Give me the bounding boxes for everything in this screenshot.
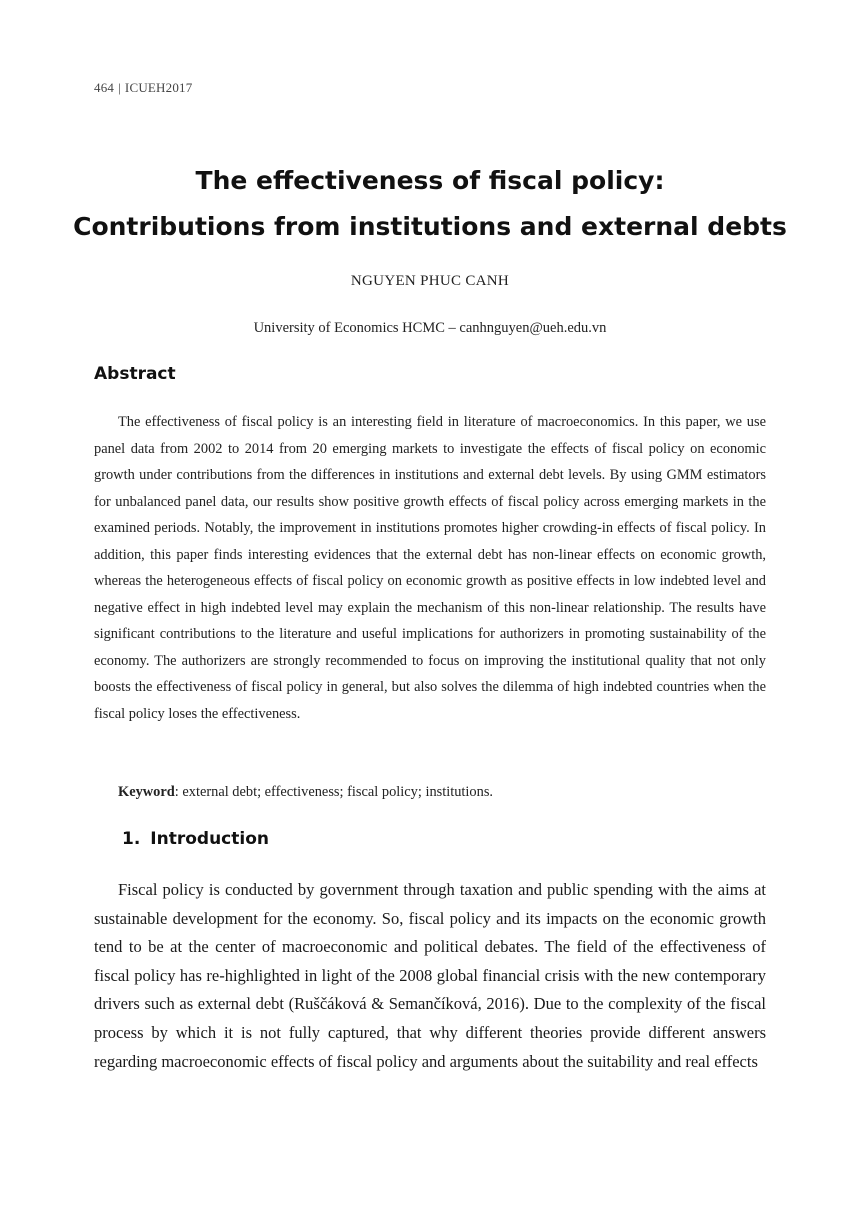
keyword-list: : external debt; effectiveness; fiscal policy; institutions. [174, 784, 494, 800]
title-line-1: The effectiveness of fiscal policy: [195, 166, 665, 195]
introduction-heading [122, 829, 269, 849]
author-affiliation: University of Economics HCMC – canhnguyen@ueh.edu.vn [253, 320, 607, 336]
title-line-2: Contributions from institutions and external debts [73, 212, 787, 241]
abstract-text: The effectiveness of fiscal policy is an interesting field in literature of macroeconomics. In this paper, we use panel data from 2002 to 2014 from 20 emerging markets to investigate the effects of fiscal policy on economic growth under contributions from the differences in institutions and external debt levels. By using GMM estimators for unbalanced panel data, our results show positive growth effects of fiscal policy across emerging markets in the examined periods. Notably, the improvement in institutions promotes higher crowding-in effects of fiscal policy. In addition, this paper finds interesting evidences that the external debt has non-linear effects on economic growth, whereas the heterogeneous effects of fiscal policy on economic growth as positive effects in low indebted level and negative effect in high indebted level may explain the mechanism of this non-linear relationship. The results have significant contributions to the literature and useful implications for authorizers in promoting sustainability of the economy. The authorizers are strongly recommended to focus on improving the institutional quality that not only boosts the effectiveness of fiscal policy in general, but also solves the dilemma of high indebted countries when the fiscal policy loses the effectiveness. [94, 414, 766, 722]
section-number: 1. [122, 829, 141, 849]
keyword-label: Keyword [118, 784, 175, 800]
introduction-text: Fiscal policy is conducted by government through taxation and public spending with the aims at sustainable development for the economy. So, fiscal policy and its impacts on the economic growth tend to be at the center of macroeconomic and political debates. The field of the effectiveness of fiscal policy has re-highlighted in light of the 2008 global financial crisis with the new contemporary drivers such as external debt (Ruščáková & Semančíková, 2016). Due to the complexity of the fiscal process by which it is not fully captured, that why different theories provide different answers regarding macroeconomic effects of fiscal policy and arguments about the suitability and real effects [94, 880, 766, 1071]
running-head [94, 80, 192, 96]
running-head-separator: | [118, 80, 121, 95]
conference-name: ICUEH2017 [124, 80, 193, 95]
section-title: Introduction [150, 829, 269, 849]
abstract-heading: Abstract [94, 364, 176, 384]
author-name: NGUYEN PHUC CANH [350, 273, 510, 289]
page-number: 464 [94, 80, 115, 95]
paper-title [60, 158, 800, 250]
keywords [118, 779, 766, 805]
